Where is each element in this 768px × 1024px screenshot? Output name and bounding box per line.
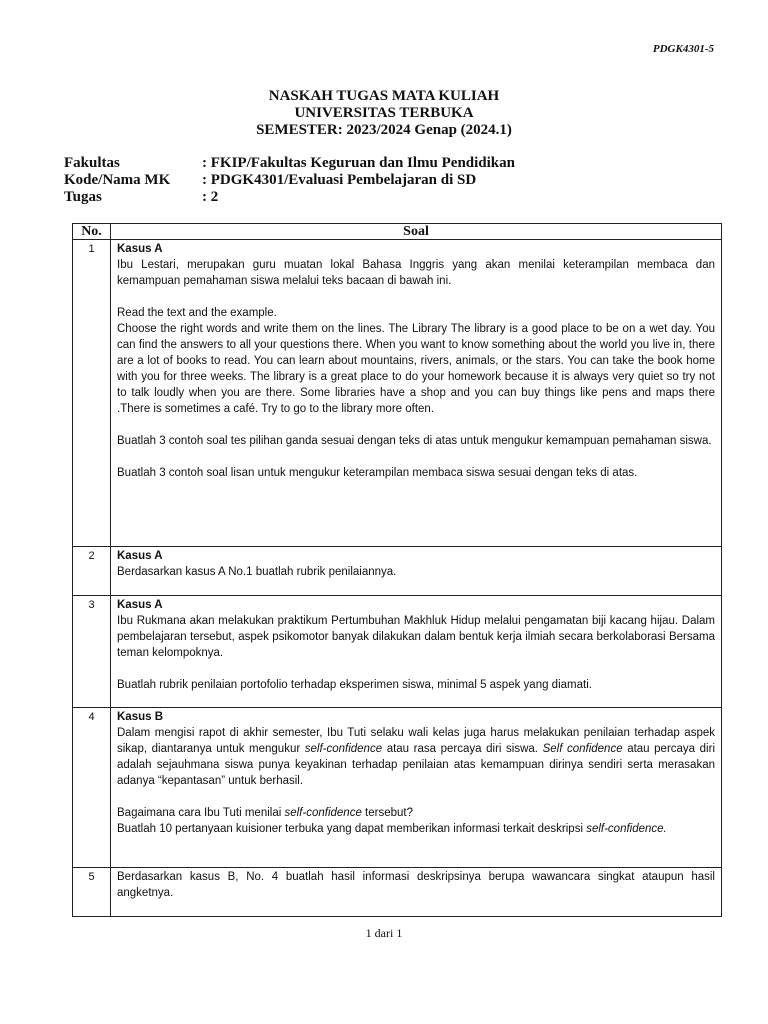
document-title [0, 88, 768, 139]
row-number: 2 [73, 547, 111, 596]
question-paragraph: Buatlah rubrik penilaian portofolio terhadap eksperimen siswa, minimal 5 aspek yang diamati. [117, 679, 592, 691]
table-header-row [73, 224, 722, 240]
meta-row-tugas [64, 189, 515, 206]
table-row [73, 708, 722, 868]
title-line-1: NASKAH TUGAS MATA KULIAH [268, 88, 500, 104]
question-paragraph: Ibu Rukmana akan melakukan praktikum Pertumbuhan Makhluk Hidup melalui pengamatan biji kacang hijau. Dalam pembelajaran tersebut, aspek psikomotor banyak dilakukan dalam bentuk kerja ilmiah secara berkolaborasi Bersama teman kelompoknya. [117, 615, 715, 659]
text-segment: tersebut? [361, 807, 413, 819]
emphasis: self-confidence [304, 743, 383, 755]
title-line-2: UNIVERSITAS TERBUKA [294, 105, 474, 121]
table-row [73, 240, 722, 547]
document-code: PDGK4301-5 [652, 43, 714, 55]
question-content [111, 596, 722, 708]
question-paragraph [117, 725, 715, 789]
question-content [111, 240, 722, 547]
meta-label: Fakultas [64, 155, 120, 171]
question-content [111, 868, 722, 917]
question-paragraph: Buatlah 3 contoh soal tes pilihan ganda sesuai dengan teks di atas untuk mengukur kemampuan pemahaman siswa. [117, 435, 712, 447]
row-number: 4 [73, 708, 111, 868]
meta-value: : PDGK4301/Evaluasi Pembelajaran di SD [202, 172, 477, 188]
title-line-3: SEMESTER: 2023/2024 Genap (2024.1) [256, 122, 512, 138]
text-segment: Bagaimana cara Ibu Tuti menilai [117, 807, 285, 819]
column-header-no: No. [73, 224, 111, 240]
question-paragraph: Buatlah 3 contoh soal lisan untuk mengukur keterampilan membaca siswa sesuai dengan teks di atas. [117, 467, 638, 479]
reading-text: Choose the right words and write them on the lines. The Library The library is a good place to be on a wet day. You can find the answers to all your questions there. When you want to know something about the world you live in, there are a lot of books to read. You can learn about mountains, rivers, animals, or the stars. You can take the book home with you for three weeks. The library is a great place to do your homework because it is always very quiet so try not to talk loudly when you are there. Some libraries have a shop and you can buy things like pens and maps there .There is sometimes a café. Try to go to the library more often. [117, 323, 715, 415]
text-segment: Buatlah 10 pertanyaan kuisioner terbuka yang dapat memberikan informasi terkait deskripsi [117, 823, 587, 835]
question-paragraph [117, 821, 715, 837]
case-label: Kasus B [117, 711, 164, 723]
meta-label: Kode/Nama MK [64, 172, 171, 188]
question-paragraph [117, 805, 715, 821]
meta-label: Tugas [64, 189, 102, 205]
text-segment: Dalam mengisi rapot di akhir semester, Ibu Tuti selaku wali kelas juga harus melakukan penilaian terhadap aspek sikap, diantaranya untuk mengukur [117, 727, 715, 755]
row-number: 5 [73, 868, 111, 917]
page-number: 1 dari 1 [365, 926, 403, 940]
case-label: Kasus A [117, 550, 163, 562]
table-row [73, 868, 722, 917]
table-row [73, 547, 722, 596]
text-segment: atau percaya diri adalah sejauhmana siswa punya keyakinan terhadap penilaian atas kemampuan dirinya sendiri serta merasakan adanya “kepantasan” untuk berhasil. [117, 743, 715, 787]
text-segment: atau rasa percaya diri siswa. [382, 743, 543, 755]
row-number: 1 [73, 240, 111, 547]
emphasis: Self confidence [542, 743, 623, 755]
course-meta [64, 155, 515, 206]
meta-row-fakultas [64, 155, 515, 172]
question-content [111, 708, 722, 868]
row-number: 3 [73, 596, 111, 708]
emphasis: self-confidence [284, 807, 362, 819]
column-header-soal: Soal [111, 224, 722, 240]
question-content [111, 547, 722, 596]
question-paragraph: Berdasarkan kasus A No.1 buatlah rubrik penilaiannya. [117, 566, 397, 578]
case-label: Kasus A [117, 243, 163, 255]
meta-value: : 2 [202, 189, 219, 205]
question-paragraph: Berdasarkan kasus B, No. 4 buatlah hasil informasi deskripsinya berupa wawancara singkat ataupun hasil angketnya. [117, 871, 715, 899]
question-paragraph: Ibu Lestari, merupakan guru muatan lokal Bahasa Inggris yang akan menilai keterampilan membaca dan kemampuan pemahaman siswa melalui teks bacaan di bawah ini. [117, 259, 715, 287]
case-label: Kasus A [117, 599, 163, 611]
meta-value: : FKIP/Fakultas Keguruan dan Ilmu Pendidikan [202, 155, 515, 171]
question-table [72, 223, 722, 917]
table-row [73, 596, 722, 708]
question-paragraph: Read the text and the example. [117, 307, 277, 319]
meta-row-kode-mk [64, 172, 515, 189]
emphasis: self-confidence. [586, 823, 667, 835]
